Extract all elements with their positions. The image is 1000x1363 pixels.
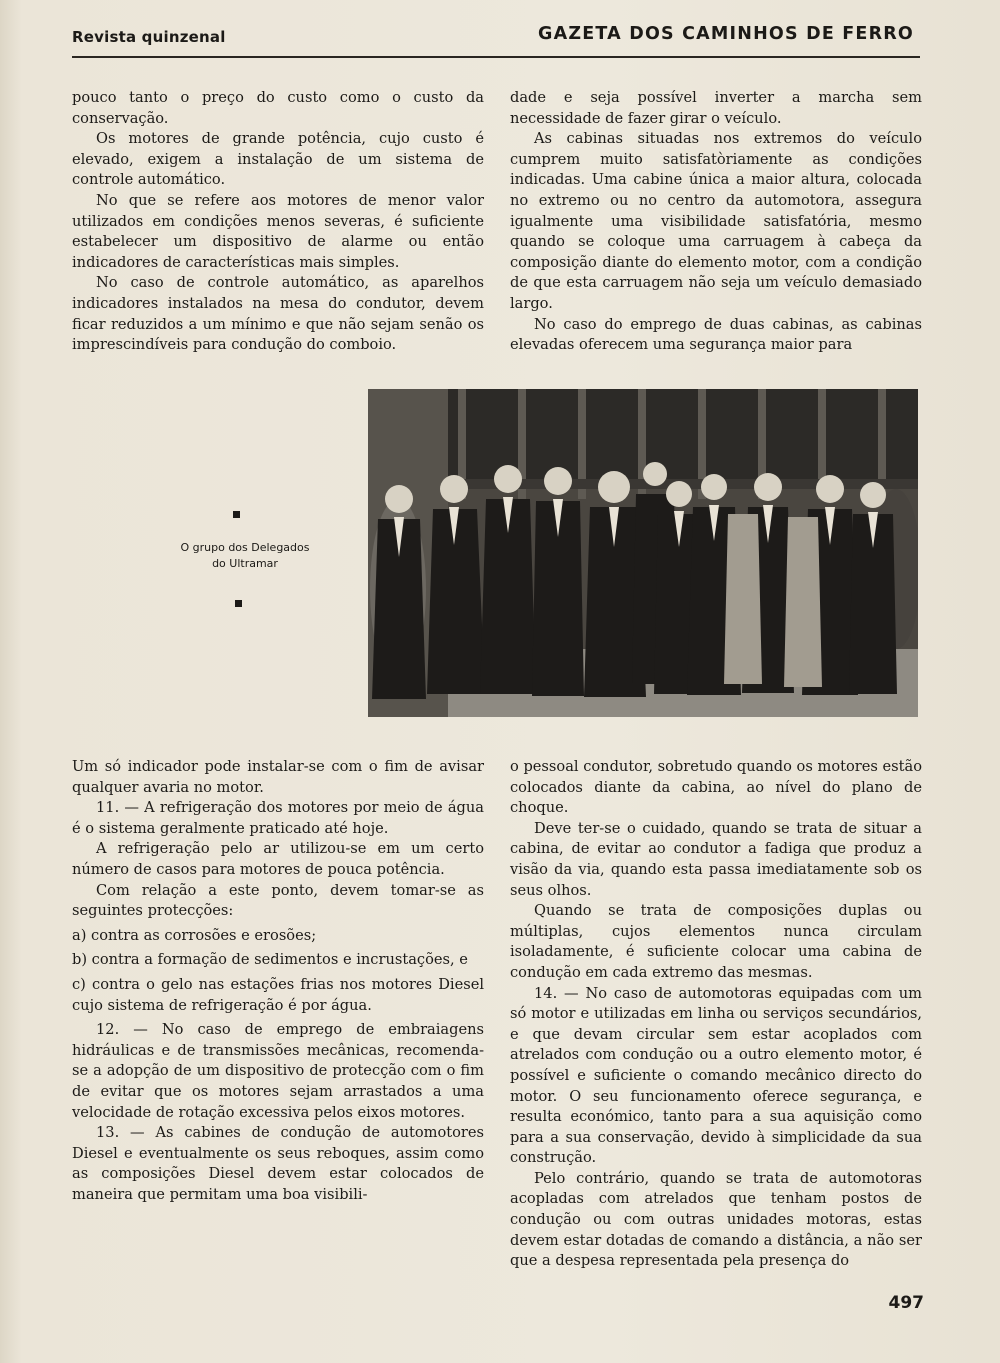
running-header-title: GAZETA DOS CAMINHOS DE FERRO [538, 24, 914, 44]
caption-bullet-top [233, 511, 240, 518]
list-item: b) contra a formação de sedimentos e incrustações, e [72, 951, 468, 969]
paragraph: o pessoal condutor, sobretudo quando os motores estão colocados diante da cabina, ao nível do plano de choque. [510, 758, 922, 817]
running-header-left: Revista quinzenal [72, 28, 226, 46]
paragraph: 12. — No caso de emprego de embraiagens hidráulicas e de transmissões mecânicas, recomenda-se a adopção de um dispositivo de protecção com o fim de evitar que os motores sejam arrastados a uma velocidade de rotação excessiva pelos eixos motores. [72, 1021, 484, 1121]
caption-line: O grupo dos Delegados [180, 541, 310, 554]
caption-bullet-bottom [235, 600, 242, 607]
column-left-top [72, 88, 484, 356]
caption-line: do Ultramar [212, 556, 278, 570]
paragraph: pouco tanto o preço do custo como o custo da conservação. [72, 89, 484, 127]
column-right-top [510, 88, 922, 356]
paragraph: Um só indicador pode instalar-se com o fim de avisar qualquer avaria no motor. [72, 758, 484, 796]
list-item: a) contra as corrosões e erosões; [72, 926, 317, 944]
page-number: 497 [888, 1293, 924, 1313]
paragraph: Quando se trata de composições duplas ou múltiplas, cujos elementos nunca circulam isoladamente, é suficiente colocar uma cabina de condução em cada extremo das mesmas. [510, 902, 922, 981]
list-item: c) contra o gelo nas estações frias nos motores Diesel cujo sistema de refrigeração é por água. [72, 975, 484, 1014]
photo-illustration [368, 389, 918, 717]
paragraph: Pelo contrário, quando se trata de automotoras acopladas com atrelados que tenham postos de condução ou com outras unidades motoras, estas devem estar dotadas de comando a distância, a não ser que a despesa representada pela presença do [510, 1169, 922, 1270]
group-photograph [368, 389, 918, 717]
paragraph: Com relação a este ponto, devem tomar-se as seguintes protecções: [72, 881, 484, 920]
column-right-bottom [510, 757, 922, 1272]
paragraph: dade e seja possível inverter a marcha sem necessidade de fazer girar o veículo. [510, 89, 922, 127]
paragraph: As cabinas situadas nos extremos do veículo cumprem muito satisfatòriamente as condições indicadas. Uma cabine única a maior altura, colocada no extremo ou no centro da automotora, assegura igualmente uma visibilidade satisfatória, mesmo quando se coloque uma carruagem à cabeça da composição diante do elemento motor, com a condição de que esta carruagem não seja um veículo demasiado largo. [510, 130, 922, 312]
column-left-bottom [72, 757, 484, 1205]
paragraph: 11. — A refrigeração dos motores por meio de água é o sistema geralmente praticado até hoje. [72, 799, 484, 837]
paragraph: Os motores de grande potência, cujo custo é elevado, exigem a instalação de um sistema de controle automático. [72, 130, 484, 189]
photo-caption [150, 540, 340, 571]
paragraph: No que se refere aos motores de menor valor utilizados em condições menos severas, é suficiente estabelecer um dispositivo de alarme ou então indicadores de características mais simples. [72, 191, 484, 271]
paragraph: 14. — No caso de automotoras equipadas com um só motor e utilizadas em linha ou serviços secundários, e que devam circular sem estar acoplados com atrelados com condução ou a outro elemento motor, é possível e suficiente o comando mecânico directo do motor. O seu funcionamento oferece segurança, e resulta económico, tanto para a sua aquisição como para a sua conservação, devido à simplicidade da sua construção. [510, 984, 922, 1167]
header-rule [72, 56, 920, 58]
paragraph: No caso do emprego de duas cabinas, as cabinas elevadas oferecem uma segurança maior para [510, 315, 922, 354]
paragraph: A refrigeração pelo ar utilizou-se em um certo número de casos para motores de pouca potência. [72, 840, 484, 878]
paragraph: 13. — As cabines de condução de automotores Diesel e eventualmente os seus reboques, assim como as composições Diesel devem estar colocados de maneira que permitam uma boa visibili- [72, 1124, 484, 1203]
paragraph: Deve ter-se o cuidado, quando se trata de situar a cabina, de evitar ao condutor a fadiga que produz a visão da via, quando esta passa imediatamente sob os seus olhos. [510, 819, 922, 899]
paragraph: No caso de controle automático, as aparelhos indicadores instalados na mesa do condutor, devem ficar reduzidos a um mínimo e que não sejam senão os imprescindíveis para condução do comboio. [72, 274, 484, 354]
